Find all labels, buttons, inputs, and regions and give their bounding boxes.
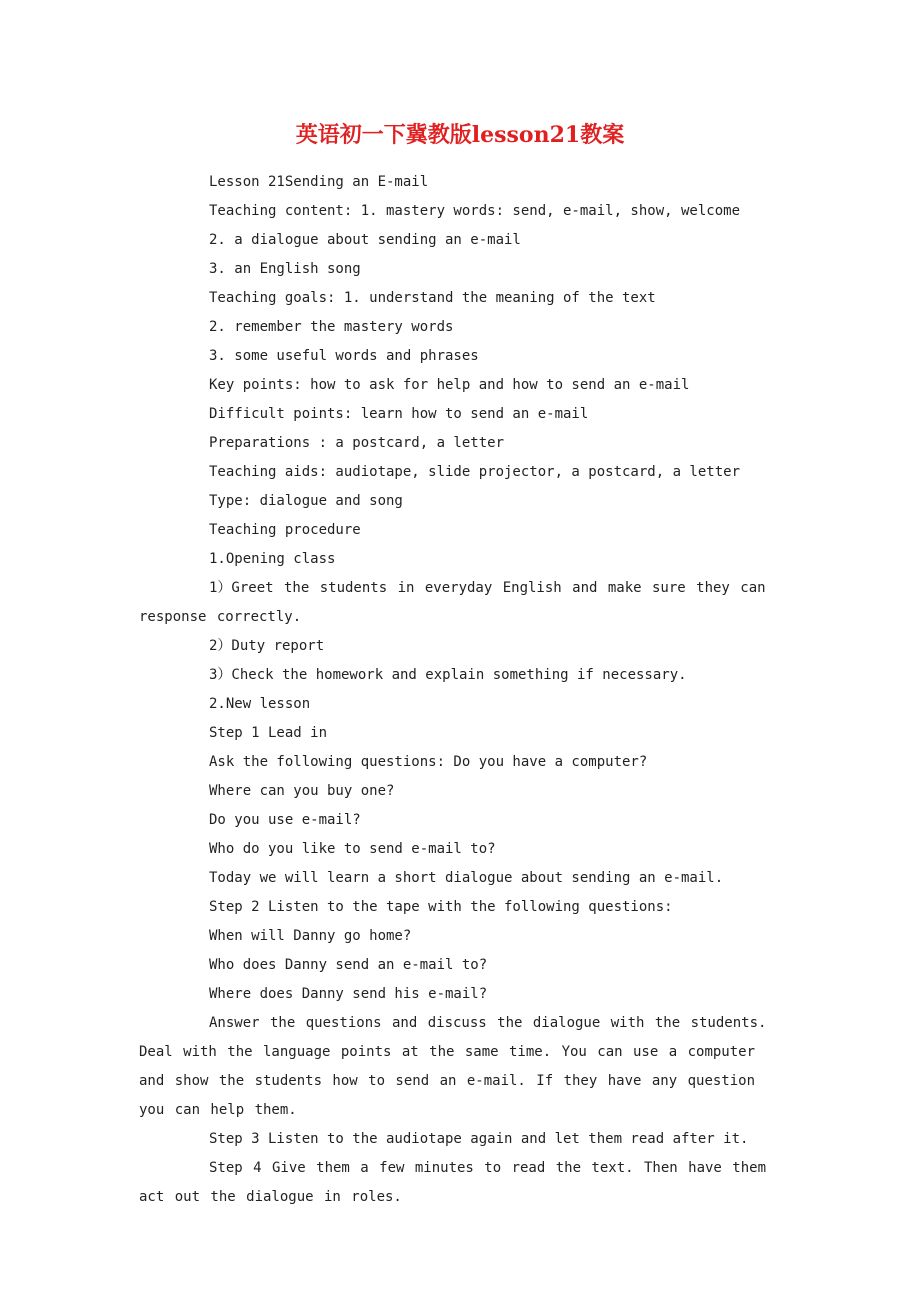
text-line: Teaching content: 1. mastery words: send, e-mail, show, welcome [209, 203, 741, 219]
text-line: Type: dialogue and song [209, 493, 403, 509]
text-line: Step 2 Listen to the tape with the following questions: [209, 899, 673, 915]
text-line: Step 3 Listen to the audiotape again and let them read after it. [209, 1131, 749, 1147]
paragraph-step4: Step 4 Give them a few minutes to read the text. Then have them act out the dialogue in roles. [139, 1160, 767, 1205]
text-line: When will Danny go home? [209, 928, 412, 944]
text-line: Teaching aids: audiotape, slide projector, a postcard, a letter [209, 464, 741, 480]
document-title: 英语初一下冀教版lesson21教案 [295, 122, 625, 148]
text-line: Teaching goals: 1. understand the meaning of the text [209, 290, 656, 306]
text-line: Where can you buy one? [209, 783, 395, 799]
text-line: 3）Check the homework and explain something if necessary. [209, 667, 687, 683]
text-line: 2. remember the mastery words [209, 319, 454, 335]
text-line: 2.New lesson [209, 696, 311, 712]
paragraph-greet: 1）Greet the students in everyday English and make sure they can response correctly. [139, 580, 766, 625]
text-line: Teaching procedure [209, 522, 361, 538]
text-line: Today we will learn a short dialogue about sending an e-mail. [209, 870, 724, 886]
text-line: Ask the following questions: Do you have a computer? [209, 754, 648, 770]
text-line: 2. a dialogue about sending an e-mail [209, 232, 521, 248]
text-line: Lesson 21Sending an E-mail [209, 174, 429, 190]
text-line: 2）Duty report [209, 638, 325, 654]
text-line: Do you use e-mail? [209, 812, 361, 828]
document-body [139, 168, 779, 1212]
text-line: Preparations : a postcard, a letter [209, 435, 505, 451]
text-line: Where does Danny send his e-mail? [209, 986, 488, 1002]
text-line: Who do you like to send e-mail to? [209, 841, 496, 857]
paragraph-answer: Answer the questions and discuss the dialogue with the students. Deal with the language points at the same time. You can use a computer and show the students how to send an e-mail. If they have any question you can help them. [139, 1015, 767, 1118]
text-line: 3. an English song [209, 261, 361, 277]
text-line: 1.Opening class [209, 551, 336, 567]
text-line: Difficult points: learn how to send an e-mail [209, 406, 589, 422]
text-line: 3. some useful words and phrases [209, 348, 479, 364]
text-line: Who does Danny send an e-mail to? [209, 957, 488, 973]
text-line: Key points: how to ask for help and how to send an e-mail [209, 377, 690, 393]
text-line: Step 1 Lead in [209, 725, 328, 741]
